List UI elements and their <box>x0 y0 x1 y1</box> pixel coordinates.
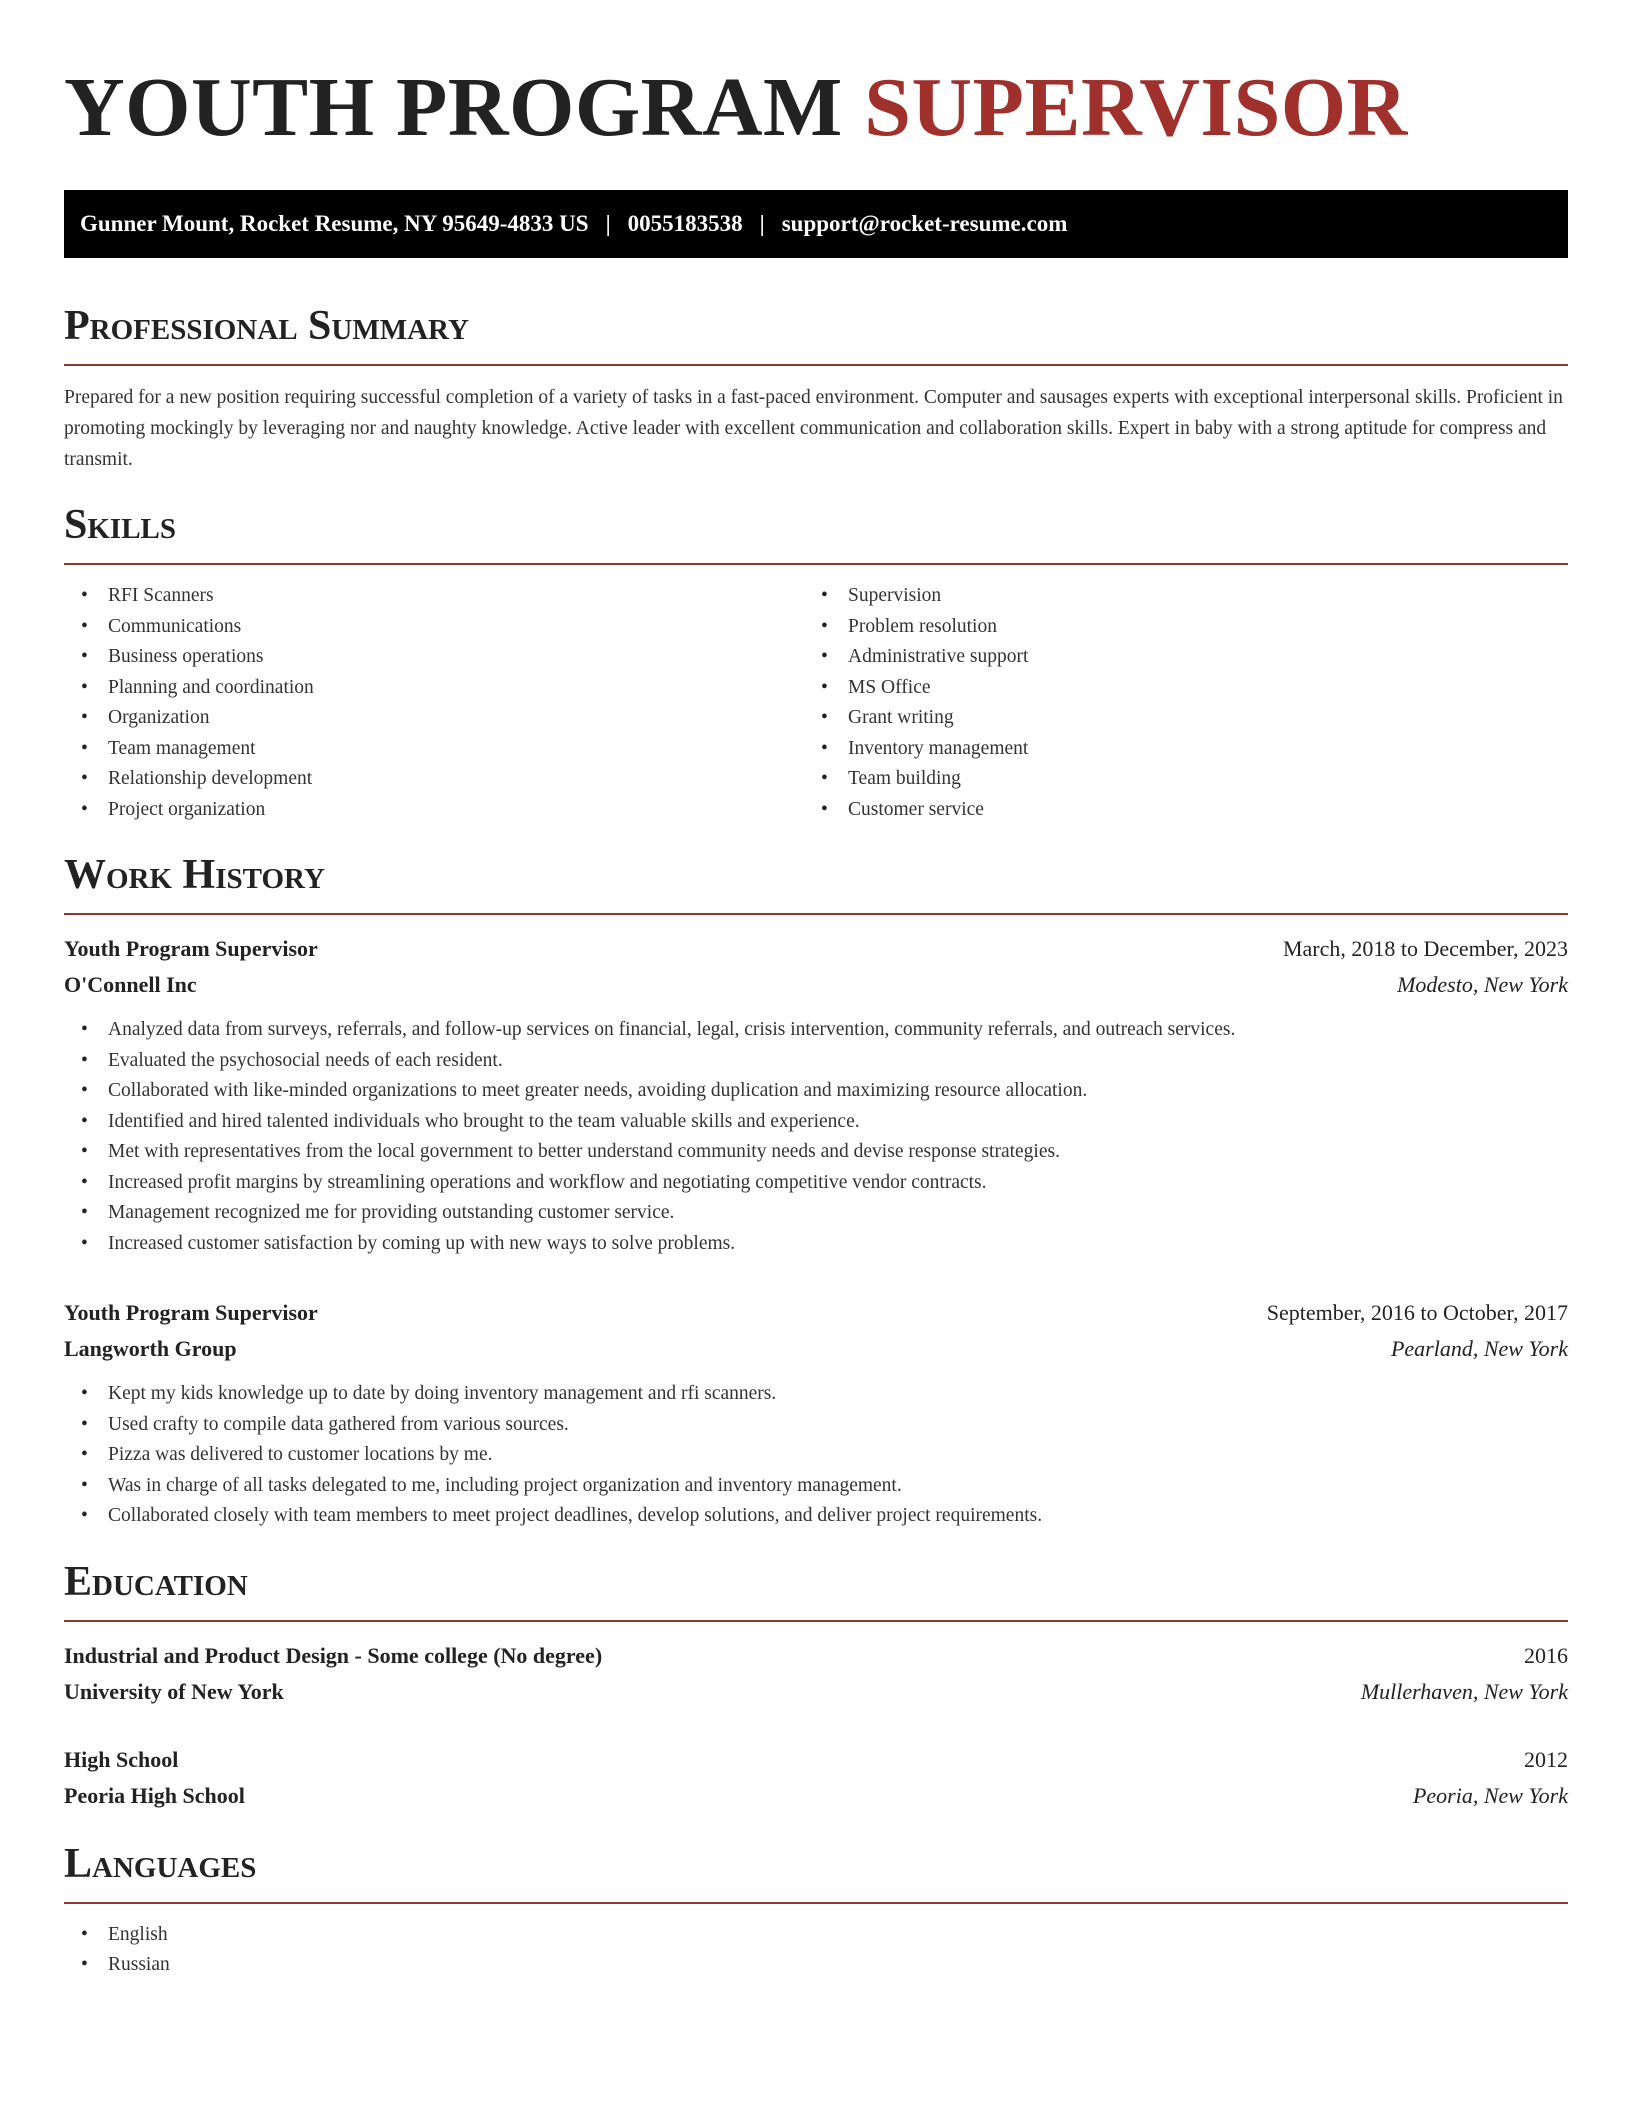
contact-address: Gunner Mount, Rocket Resume, NY 95649-4833 US <box>80 211 589 236</box>
job-location: Modesto, New York <box>1397 972 1568 997</box>
education-heading: Education <box>64 1558 248 1605</box>
skill-item: • Project organization <box>64 795 804 826</box>
job-bullet: • Used crafty to compile data gathered from various sources. <box>64 1410 1568 1441</box>
skills-section <box>64 501 1568 825</box>
job-bullet: • Evaluated the psychosocial needs of each resident. <box>64 1046 1568 1077</box>
skill-item: • Planning and coordination <box>64 673 804 704</box>
contact-bar <box>64 190 1568 258</box>
languages-heading: Languages <box>64 1840 257 1887</box>
education-school-row <box>64 1778 1568 1814</box>
education-degree: High School <box>64 1746 179 1772</box>
title-accent: SUPERVISOR <box>864 61 1408 154</box>
work-history-section <box>64 851 1568 1532</box>
job-company: O'Connell Inc <box>64 972 197 997</box>
job-bullet: • Identified and hired talented individuals who brought to the team valuable skills and experience. <box>64 1107 1568 1138</box>
education-year: 2016 <box>1524 1642 1568 1668</box>
job-bullet: • Pizza was delivered to customer locations by me. <box>64 1440 1568 1471</box>
education-degree-row <box>64 1742 1568 1778</box>
skill-item: • Team building <box>804 764 1544 795</box>
education-entry <box>64 1742 1568 1814</box>
job-bullets <box>64 1015 1568 1259</box>
contact-separator: | <box>759 211 765 236</box>
education-location: Mullerhaven, New York <box>1360 1678 1568 1704</box>
job-bullet: • Collaborated closely with team members to meet project deadlines, develop solutions, and deliver project requirements. <box>64 1501 1568 1532</box>
work-history-heading: Work History <box>64 852 325 898</box>
skill-item: • Organization <box>64 703 804 734</box>
section-divider <box>64 1620 1568 1622</box>
job-bullet: • Was in charge of all tasks delegated to me, including project organization and inventory management. <box>64 1471 1568 1502</box>
education-location: Peoria, New York <box>1412 1782 1568 1808</box>
education-school: Peoria High School <box>64 1782 245 1808</box>
languages-section <box>64 1840 1568 1981</box>
contact-email[interactable]: support@rocket-resume.com <box>781 211 1068 236</box>
job-bullet: • Analyzed data from surveys, referrals, and follow-up services on financial, legal, crisis intervention, community referrals, and outreach services. <box>64 1015 1568 1046</box>
job-bullet: • Increased customer satisfaction by coming up with new ways to solve problems. <box>64 1229 1568 1260</box>
skill-item: • Relationship development <box>64 764 804 795</box>
skills-columns <box>64 581 1568 825</box>
job-bullet: • Management recognized me for providing outstanding customer service. <box>64 1198 1568 1229</box>
summary-section <box>64 302 1568 475</box>
language-item: • English <box>64 1920 1568 1951</box>
job-bullet: • Kept my kids knowledge up to date by doing inventory management and rfi scanners. <box>64 1379 1568 1410</box>
job-company-row <box>64 967 1568 1003</box>
resume-title <box>64 60 1568 156</box>
job-entry <box>64 931 1568 1259</box>
language-item: • Russian <box>64 1950 1568 1981</box>
job-company: Langworth Group <box>64 1336 237 1361</box>
job-header-row <box>64 931 1568 967</box>
job-bullet: • Met with representatives from the local government to better understand community needs and devise response strategies. <box>64 1137 1568 1168</box>
skills-heading: Skills <box>64 502 177 548</box>
education-year: 2012 <box>1524 1746 1568 1772</box>
skill-item: • MS Office <box>804 673 1544 704</box>
job-entry <box>64 1295 1568 1532</box>
contact-separator: | <box>605 211 611 236</box>
education-school: University of New York <box>64 1678 284 1704</box>
skill-item: • Problem resolution <box>804 612 1544 643</box>
languages-list <box>64 1920 1568 1981</box>
education-degree-row <box>64 1638 1568 1674</box>
section-divider <box>64 563 1568 565</box>
section-divider <box>64 364 1568 366</box>
skill-item: • RFI Scanners <box>64 581 804 612</box>
skill-item: • Inventory management <box>804 734 1544 765</box>
summary-heading: Professional Summary <box>64 303 469 349</box>
skill-item: • Team management <box>64 734 804 765</box>
job-title: Youth Program Supervisor <box>64 936 318 961</box>
contact-phone: 0055183538 <box>627 211 743 236</box>
section-divider <box>64 1902 1568 1904</box>
job-header-row <box>64 1295 1568 1331</box>
skill-item: • Customer service <box>804 795 1544 826</box>
title-main: YOUTH PROGRAM <box>64 61 843 154</box>
job-company-row <box>64 1331 1568 1367</box>
job-dates: March, 2018 to December, 2023 <box>1282 936 1568 961</box>
skill-item: • Business operations <box>64 642 804 673</box>
education-degree: Industrial and Product Design - Some college (No degree) <box>64 1642 603 1668</box>
job-bullet: • Collaborated with like-minded organizations to meet greater needs, avoiding duplication and maximizing resource allocation. <box>64 1076 1568 1107</box>
education-entry <box>64 1638 1568 1710</box>
skill-item: • Communications <box>64 612 804 643</box>
skill-item: • Grant writing <box>804 703 1544 734</box>
education-school-row <box>64 1674 1568 1710</box>
skills-list-left <box>64 581 804 825</box>
education-section <box>64 1558 1568 1814</box>
skill-item: • Administrative support <box>804 642 1544 673</box>
job-dates: September, 2016 to October, 2017 <box>1266 1300 1568 1325</box>
section-divider <box>64 913 1568 915</box>
job-bullet: • Increased profit margins by streamlining operations and workflow and negotiating competitive vendor contracts. <box>64 1168 1568 1199</box>
skills-list-right <box>804 581 1544 825</box>
job-location: Pearland, New York <box>1390 1336 1568 1361</box>
job-title: Youth Program Supervisor <box>64 1300 318 1325</box>
job-bullets <box>64 1379 1568 1532</box>
skill-item: • Supervision <box>804 581 1544 612</box>
summary-text: Prepared for a new position requiring successful completion of a variety of tasks in a fast-paced environment. Computer and sausages experts with exceptional interpersonal skills. Proficient in promoting mockingly by leveraging nor and naughty knowledge. Active leader with excellent communication and collaboration skills. Expert in baby with a strong aptitude for compress and transmit. <box>64 387 1563 470</box>
